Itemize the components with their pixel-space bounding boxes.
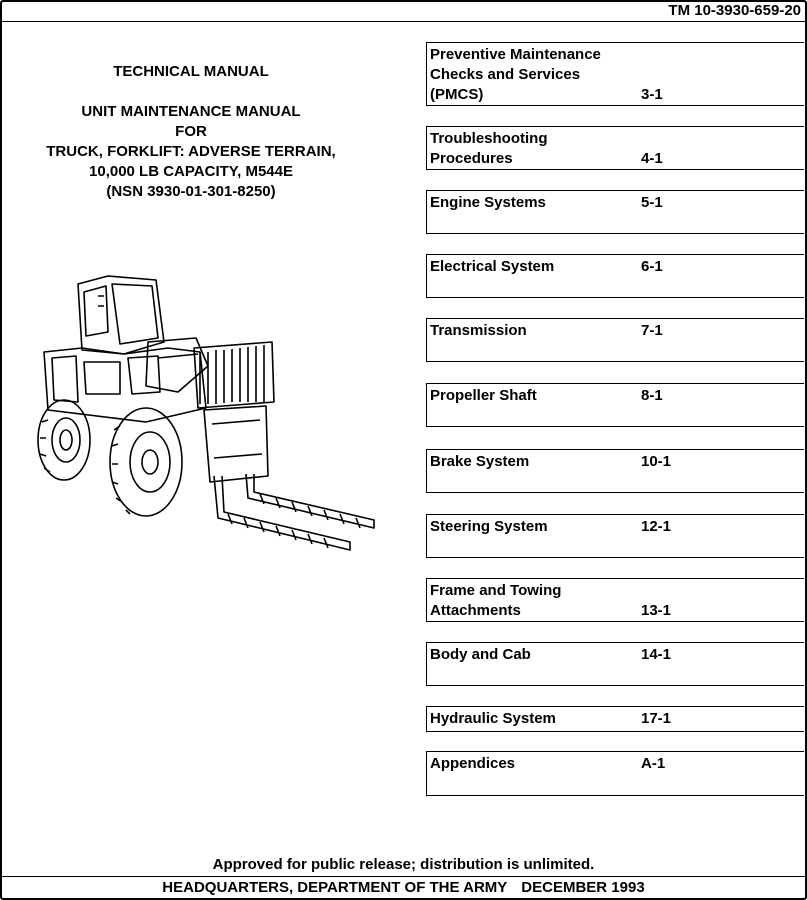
toc-item-page: 6-1 xyxy=(641,258,663,275)
toc-item-engine-systems[interactable] xyxy=(426,190,804,234)
toc-item-label: Appendices xyxy=(430,755,516,772)
toc-item-label: (PMCS) xyxy=(430,86,484,103)
toc-item-label: Attachments xyxy=(430,602,521,619)
toc-item-label: Procedures xyxy=(430,150,513,167)
toc-item-page: A-1 xyxy=(641,755,666,772)
issuing-authority: HEADQUARTERS, DEPARTMENT OF THE ARMY xyxy=(162,879,508,896)
toc-item-page: 5-1 xyxy=(641,194,663,211)
title-line-5: 10,000 LB CAPACITY, M544E xyxy=(89,163,293,180)
distribution-statement: Approved for public release; distribution is unlimited. xyxy=(212,856,595,873)
toc-item-frame-and-towing[interactable] xyxy=(426,578,804,622)
title-line-2: UNIT MAINTENANCE MANUAL xyxy=(81,103,301,120)
toc-item-page: 17-1 xyxy=(641,710,672,727)
title-line-6: (NSN 3930-01-301-8250) xyxy=(106,183,276,200)
toc-item-label: Hydraulic System xyxy=(430,710,556,727)
toc-item-body-and-cab[interactable] xyxy=(426,642,804,686)
toc-item-label: Brake System xyxy=(430,453,530,470)
toc-item-page: 8-1 xyxy=(641,387,663,404)
footer xyxy=(0,879,807,896)
toc-item-page: 12-1 xyxy=(641,518,672,535)
toc-item-hydraulic-system[interactable] xyxy=(426,706,804,732)
toc-item-label: Engine Systems xyxy=(430,194,546,211)
toc-item-label: Propeller Shaft xyxy=(430,387,537,404)
toc-item-appendices[interactable] xyxy=(426,751,804,796)
toc-item-page: 10-1 xyxy=(641,453,672,470)
toc-item-transmission[interactable] xyxy=(426,318,804,362)
toc-item-label: Transmission xyxy=(430,322,527,339)
publication-date: DECEMBER 1993 xyxy=(521,879,645,896)
toc-item-page: 4-1 xyxy=(641,150,663,167)
forklift-illustration xyxy=(28,262,380,552)
title-line-1: TECHNICAL MANUAL xyxy=(113,63,269,80)
toc-item-troubleshooting[interactable] xyxy=(426,126,804,170)
toc-item-label: Body and Cab xyxy=(430,646,531,663)
toc-item-label: Troubleshooting xyxy=(430,130,548,147)
document-id: TM 10-3930-659-20 xyxy=(668,2,801,19)
top-divider xyxy=(2,21,805,22)
toc-item-page: 14-1 xyxy=(641,646,672,663)
title-block xyxy=(20,62,362,202)
title-line-4: TRUCK, FORKLIFT: ADVERSE TERRAIN, xyxy=(46,143,336,160)
toc-item-steering-system[interactable] xyxy=(426,514,804,558)
toc-item-pmcs[interactable] xyxy=(426,42,804,106)
toc-item-page: 3-1 xyxy=(641,86,663,103)
toc-item-propeller-shaft[interactable] xyxy=(426,383,804,427)
toc-item-label: Preventive Maintenance xyxy=(430,46,601,63)
toc-item-brake-system[interactable] xyxy=(426,449,804,493)
toc-item-label: Frame and Towing xyxy=(430,582,562,599)
bottom-divider xyxy=(2,876,805,877)
toc-item-page: 13-1 xyxy=(641,602,672,619)
toc-item-label: Electrical System xyxy=(430,258,555,275)
toc-item-electrical-system[interactable] xyxy=(426,254,804,298)
toc-item-label: Checks and Services xyxy=(430,66,581,83)
toc-item-page: 7-1 xyxy=(641,322,663,339)
title-line-3: FOR xyxy=(175,123,207,140)
toc-item-label: Steering System xyxy=(430,518,548,535)
